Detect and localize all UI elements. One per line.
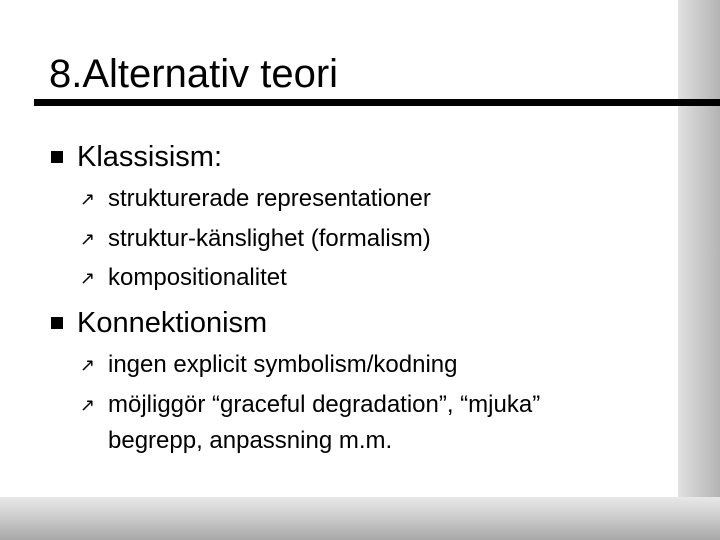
title-underline [34,99,720,106]
diagonal-arrow-icon: ↗ [80,189,96,210]
sub-bullet [80,224,431,254]
diagonal-arrow-icon: ↗ [80,229,96,250]
diagonal-arrow-icon: ↗ [80,355,96,376]
bullet-heading: Klassisism: [77,141,223,173]
sub-bullet [80,263,287,293]
square-bullet-icon [51,317,63,329]
bullet-klassisism [77,140,222,174]
sub-bullet [80,350,458,380]
square-bullet-icon [51,151,63,163]
sub-bullet [80,184,431,214]
sub-bullet-text: kompositionalitet [108,264,287,291]
sub-bullet-text: struktur-känslighet (formalism) [108,225,431,252]
diagonal-arrow-icon: ↗ [80,395,96,416]
diagonal-arrow-icon: ↗ [80,268,96,289]
bullet-heading: Konnektionism [77,307,268,339]
slide-shadow-bottom [0,497,720,540]
sub-bullet [80,390,541,420]
bullet-konnektionism [77,306,267,340]
slide-shadow-right [676,0,720,540]
sub-bullet-text: ingen explicit symbolism/kodning [108,351,458,378]
sub-bullet-text: begrepp, anpassning m.m. [108,427,393,454]
sub-bullet-text: möjliggör “graceful degradation”, “mjuka” [108,391,541,418]
sub-bullet-continuation [108,426,392,456]
slide-title: 8.Alternativ teori [49,52,339,96]
sub-bullet-text: strukturerade representationer [108,185,431,212]
